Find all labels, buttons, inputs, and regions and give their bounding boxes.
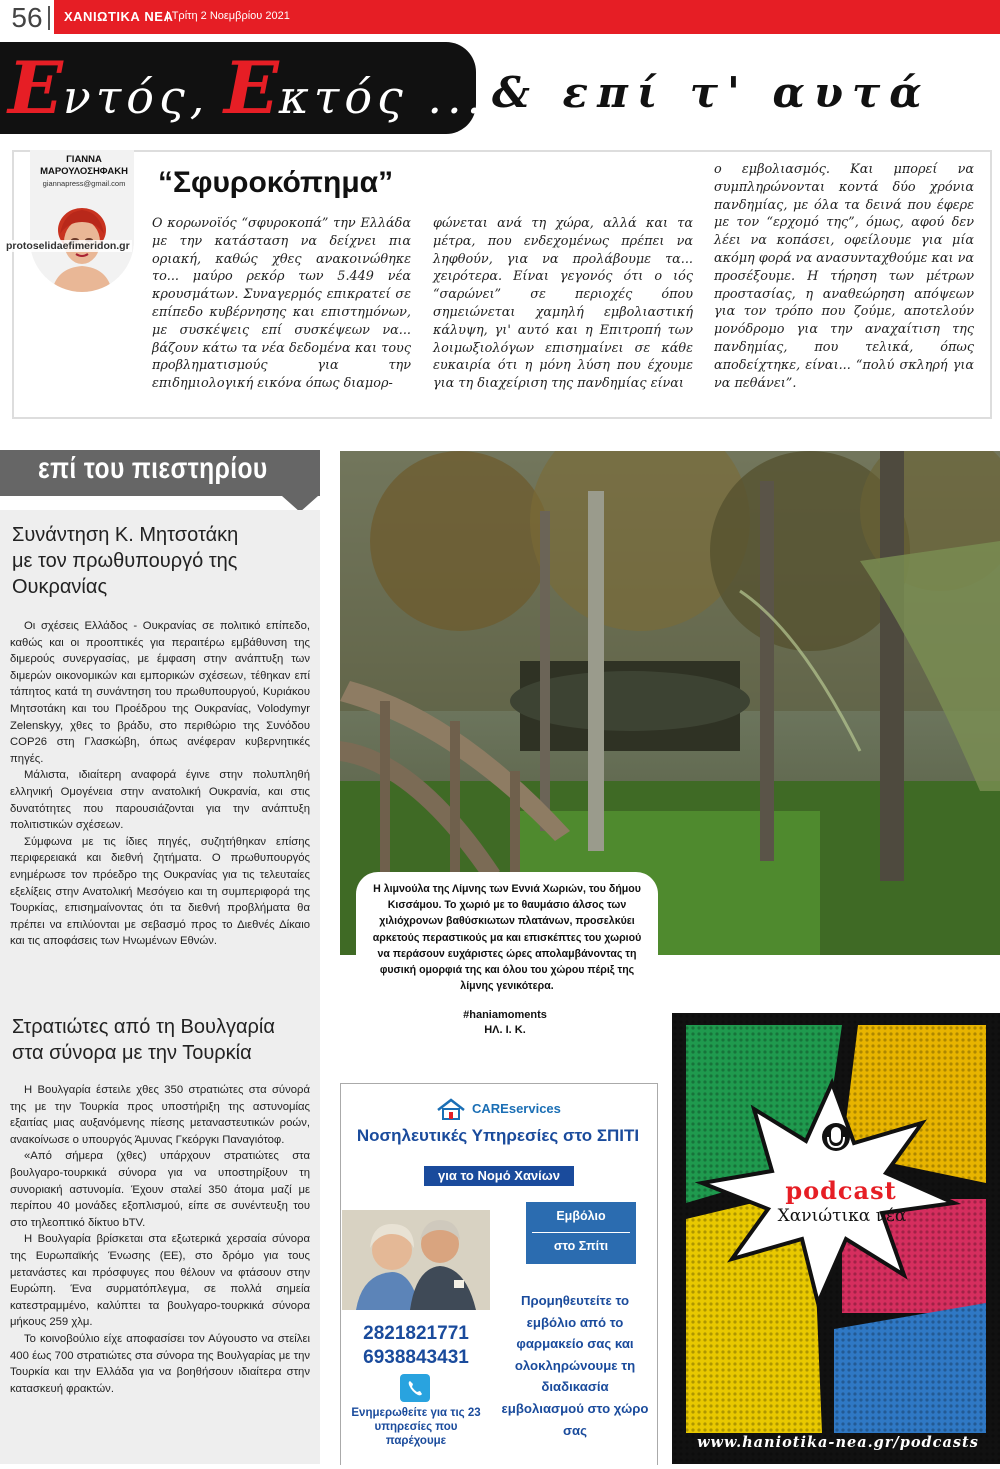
banner-initial-1: Ε: [8, 45, 63, 130]
author-name: ΓΙΑΝΝΑ ΜΑΡΟΥΛΟΣΗΦΑΚΗ: [40, 154, 128, 177]
author-email: giannapress@gmail.com: [42, 179, 126, 188]
care-info: Ενημερωθείτε για τις 23 υπηρεσίες που παρέχουμε: [351, 1407, 481, 1447]
page-number-divider: [48, 6, 50, 30]
article-2-paragraph: Το κοινοβούλιο είχε αποφασίσει τον Αύγουστο να στείλει 400 έως 700 στρατιώτες στα σύνορα της Βουλγαρίας με την Τουρκία και την Ελλάδα για να βοηθήσουν ιδιαίτερα στην κατασκευή φρακτών.: [10, 1332, 310, 1395]
podcast-subtitle: Χανιώτικα νέα: [777, 1206, 907, 1226]
banner-title: [8, 45, 487, 130]
article-2-title: Στρατιώτες από τη Βουλγαρία στα σύνορα με την Τουρκία: [12, 1016, 275, 1064]
podcast-word: podcast: [785, 1176, 897, 1205]
article-2-body: [10, 1082, 310, 1397]
column-text-1: Ο κορωνοϊός “σφυροκοπά” την Ελλάδα με την κατάσταση να δείχνει πια οριακή, καθώς χθες ανακοινώθηκε το... μαύρο ρεκόρ των 5.449 νέα κρουσμάτων. Συναγερμός επικρατεί σε επίπεδο κυβέρνησης και επιστημόνων, με συσκέψεις επί συσκέψεων να... βάζουν κάτω τα νέα δεδομένα και τους προβληματισμούς για την επιδημιολογική εικόνα όπως διαμορ-: [152, 216, 411, 392]
article-1-paragraph: Μάλιστα, ιδιαίτερη αναφορά έγινε στην πολυπληθή ελληνική Ομογένεια στην ανατολική Ουκρανία, και στις δυνατότητες που παρουσιάζονται για την ανάπτυξη πολιτιστικών σχέσεων.: [10, 769, 310, 832]
care-region-pill: για το Νομό Χανίων: [424, 1166, 574, 1186]
care-box-line-1: Εμβόλιο: [556, 1209, 606, 1223]
banner-tail: & επί τ' αυτά: [492, 68, 931, 117]
page-number: 56: [0, 0, 54, 34]
article-1-body: [10, 618, 310, 950]
care-couple-photo: [342, 1210, 490, 1310]
care-brand: CAREservices: [472, 1101, 561, 1116]
watermark: protoselidaefimeridon.gr: [6, 240, 130, 252]
care-phone-2: 6938843431: [363, 1347, 469, 1368]
photo-caption: Η λιμνούλα της Λίμνης των Εννιά Χωριών, του δήμου Κισσάμου. Το χωριό με το θαυμάσιο άλσος των χιλιόχρονων βαθύσκιωτων πλατάνων, προσελκύει αρκετούς περαστικούς μα και επισκέπτες του χωριού να περάσουν ευχάριστες ώρες απολαμβάνοντας τη φυσική ομορφιά της και όλου του χώρου πέριξ της λίμνης γενικότερα.: [356, 872, 658, 994]
care-box-line-2: στο Σπίτι: [553, 1239, 609, 1253]
column-text-3: ο εμβολιασμός. Και μπορεί να συμπληρώνονται κοντά δύο χρόνια πανδημίας, με όλα τα δεινά που έφερε με τον “ερχομό της”, όμως, αφού δεν λέει να κοπάσει, οφείλουμε για μία ακόμη φορά να ανασυνταχθούμε και να προσέξουμε. Η τήρηση των μέτρων προστασίας, η αναθεώρηση απόψεων για τον τρόπο που ζούμε, αποτελούν μονόδρομο για την αναχαίτιση της πανδημίας, που τελικά, όπως αποδείχτηκε, είναι... “πολύ σκληρή για να πεθάνει”.: [714, 162, 974, 391]
article-1-paragraph: Οι σχέσεις Ελλάδος - Ουκρανίας σε πολιτικό επίπεδο, καθώς και οι προοπτικές για περαιτέρω εμβάθυνση της διμερούς συνεργασίας, με έμφαση στην ανάπτυξη των διμερών οικονομικών και εμπορικών σχέσεων, τέθηκαν επί τάπητος κατά τη συνάντηση του πρωθυπουργού, Κυριάκου Μητσοτάκη και του Προέδρου της Ουκρανίας, Volodymyr Zelenskyy, χθες το βράδυ, στο περιθώριο της Συνόδου COP26 στη Γλασκώβη, όπως ανέφεραν κυβερνητικές πηγές.: [10, 620, 310, 765]
sidebar-heading: επί του πιεστηρίου: [38, 452, 268, 485]
photo-hashtag: #haniamoments: [463, 1009, 547, 1021]
house-icon: [436, 1098, 466, 1125]
care-phone-1: 2821821771: [363, 1323, 469, 1344]
article-1-title: Συνάντηση Κ. Μητσοτάκη με τον πρωθυπουργό της Ουκρανίας: [12, 524, 239, 598]
article-2-paragraph: «Από σήμερα (χθες) υπάρχουν στρατιώτες στα βουλγαρο-τουρκικά σύνορα για να υποστηρίξουν τη συνοριακή αστυνομία. Έχουν σταλεί 350 άτομα μαζί με περίπου 40 μονάδες εξοπλισμού, είπε σε συνέντευξη του στο τηλεοπτικό δίκτυο bTV.: [10, 1150, 310, 1229]
article-1-paragraph: Σύμφωνα με τις ίδιες πηγές, συζητήθηκαν επίσης περιφερειακά και διεθνή ζητήματα. Ο πρωθυπουργός ενημέρωσε τον πρόεδρο της Ουκρανίας για τις τελευταίες εξελίξεις στην Ανατολική Μεσόγειο και τη συμπεριφορά της Τουρκίας, επισημαίνοντας ότι τα διεθνή προβλήματα θα πρέπει να επιλύονται με σεβασμό προς το Διεθνές Δίκαιο και τις αποφάσεις των Ηνωμένων Εθνών.: [10, 835, 310, 948]
banner-word-1: ντός,: [62, 70, 210, 124]
care-headline: Νοσηλευτικές Υπηρεσίες στο ΣΠΙΤΙ: [356, 1126, 640, 1145]
banner-initial-2: Ε: [223, 45, 279, 130]
banner-word-2: κτός ...: [278, 70, 487, 124]
podcast-ad: [672, 1013, 1000, 1464]
column-text-2: φώνεται ανά τη χώρα, αλλά και τα μέτρα, που ενδεχομένως πρέπει να ληφθούν, για να προλάβουμε τα... χειρότερα. Είναι γεγονός ότι ο ιός “σαρώνει” σε περιοχές όπου σημειώνεται χαμηλή εμβολιαστική κάλυψη, γι' αυτό και η Επιτροπή των λοιμωξιολόγων επισημαίνει σε κάθε ευκαιρία ότι η μόνη λύση που έχουμε για τη διαχείριση της πανδημίας είναι: [433, 216, 693, 392]
podcast-comic-art: [672, 1013, 1000, 1464]
issue-date: | Τρίτη 2 Νοεμβρίου 2021: [166, 10, 290, 22]
photo-credit: ΗΛ. Ι. Κ.: [484, 1024, 526, 1036]
care-offer-text: Προμηθευτείτε το εμβόλιο από το φαρμακείο σας και ολοκληρώνουμε τη διαδικασία εμβολιασμού στο χώρο σας: [501, 1293, 649, 1438]
podcast-url: www.haniotika-nea.gr/podcasts: [697, 1434, 979, 1451]
column-title: “Σφυροκόπημα”: [158, 166, 394, 199]
article-2-paragraph: Η Βουλγαρία βρίσκεται στα εξωτερικά χερσαία σύνορα της Ευρωπαϊκής Ένωσης (ΕΕ), στο δρόμο για τους μετανάστες και πρόσφυγες που θέλουν να φτάσουν στην Ευρώπη. Ένα συρματόπλεγμα, σε πολλά σημεία κατεστραμμένο, καλύπτει τα βουλγαρο-τουρκικά σύνορα μήκους 259 χλμ.: [10, 1233, 310, 1329]
article-2-paragraph: Η Βουλγαρία έστειλε χθες 350 στρατιώτες στα σύνορά της με την Τουρκία προς υποστήριξη της αστυνομίας εξαιτίας μιας αυξανόμενης πίεσης μεταναστευτικών ροών, ανακοίνωσε ο υπουργός Άμυνας Γκεόργκι Παναγιότοφ.: [10, 1084, 310, 1146]
care-phones: [346, 1322, 486, 1370]
phone-icon: [400, 1374, 430, 1402]
paper-name: ΧΑΝΙΩΤΙΚΑ ΝΕΑ: [64, 9, 174, 24]
photo-hashtag-block: [420, 1008, 590, 1038]
care-box-divider: [532, 1232, 630, 1233]
